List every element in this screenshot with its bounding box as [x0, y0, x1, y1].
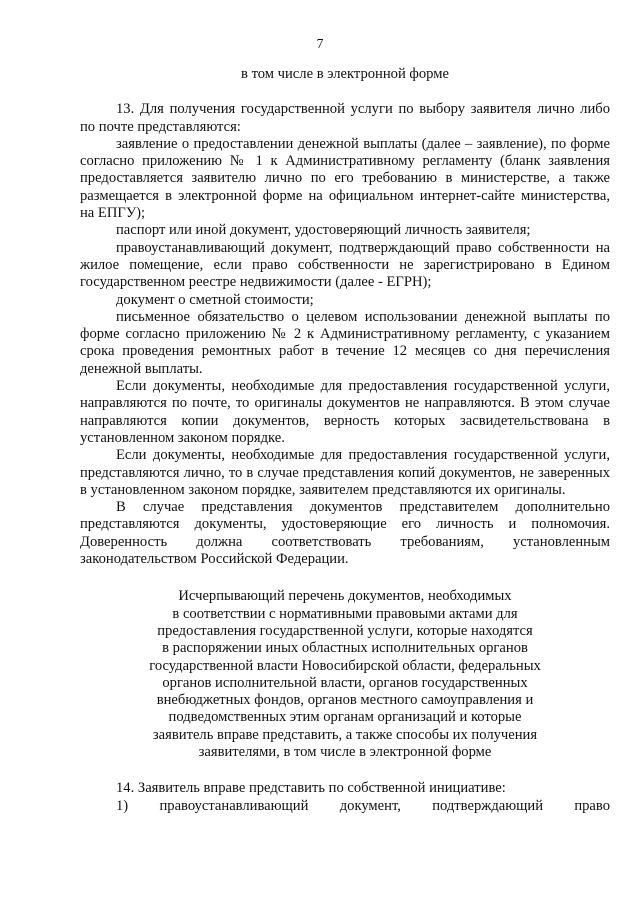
list-item: письменное обязательство о целевом использовании денежной выплаты по форме согласно приложению № 2 к Административному регламенту, с указанием срока проведения ремонтных работ в течение 12 месяцев со дня перечисления денежной выплаты.	[80, 308, 610, 377]
section-14	[80, 780, 610, 815]
section-14-intro: 14. Заявитель вправе представить по собственной инициативе:	[116, 780, 506, 797]
list-item: заявление о предоставлении денежной выплаты (далее – заявление), по форме согласно приложению № 1 к Административному регламенту (бланк заявления предоставляется заявителю лично по его требованию в министерстве, а также размещается в электронной форме на официальном интернет-сайте министерства, на ЕПГУ);	[80, 135, 610, 222]
paragraph: В случае представления документов представителем дополнительно представляются документы, удостоверяющие его личность и полномочия. Доверенность должна соответствовать требованиям, установленным законодательством Российской Федерации.	[80, 499, 610, 568]
page-number: 7	[316, 36, 324, 51]
section-13-intro: 13. Для получения государственной услуги по выбору заявителя лично либо по почте представляются:	[80, 101, 610, 135]
heading-line: внебюджетных фондов, органов местного самоуправления и	[156, 692, 534, 709]
list-item: паспорт или иной документ, удостоверяющий личность заявителя;	[116, 222, 531, 239]
paragraph: Если документы, необходимые для предоставления государственной услуги, представляются лично, то в случае представления копий документов, не заверенных в установленном законом порядке, заявителем представляются их оригиналы.	[80, 447, 610, 498]
paragraph: Если документы, необходимые для предоставления государственной услуги, направляются по почте, то оригиналы документов не направляются. В этом случае направляются копии документов, верность которых засвидетельствована в установленном законом порядке.	[80, 378, 610, 446]
heading-line: Исчерпывающий перечень документов, необходимых	[178, 588, 512, 605]
heading-line: подведомственных этим органам организаций и которые	[168, 709, 522, 726]
list-item: документ о сметной стоимости;	[116, 291, 314, 308]
list-item: 1) правоустанавливающий документ, подтверждающий право	[116, 797, 610, 814]
heading-line: органов исполнительной власти, органов государственных	[162, 674, 528, 691]
list-item: правоустанавливающий документ, подтверждающий право собственности на жилое помещение, если право собственности не зарегистрировано в Едином государственном реестре недвижимости (далее - ЕГРН);	[80, 239, 610, 291]
heading-line: предоставления государственной услуги, которые находятся	[157, 622, 533, 639]
heading-line: заявителями, в том числе в электронной форме	[198, 743, 492, 760]
document-body	[80, 66, 610, 815]
heading-line: государственной власти Новосибирской области, федеральных	[149, 657, 541, 674]
section-13	[80, 101, 610, 568]
heading-line: заявитель вправе представить, а также способы их получения	[152, 726, 538, 743]
section-heading	[135, 588, 555, 761]
heading-line: в распоряжении иных областных исполнительных органов	[162, 640, 528, 657]
heading-line: в соответствии с нормативными правовыми актами для	[172, 605, 518, 622]
continued-heading-line: в том числе в электронной форме	[241, 66, 449, 82]
